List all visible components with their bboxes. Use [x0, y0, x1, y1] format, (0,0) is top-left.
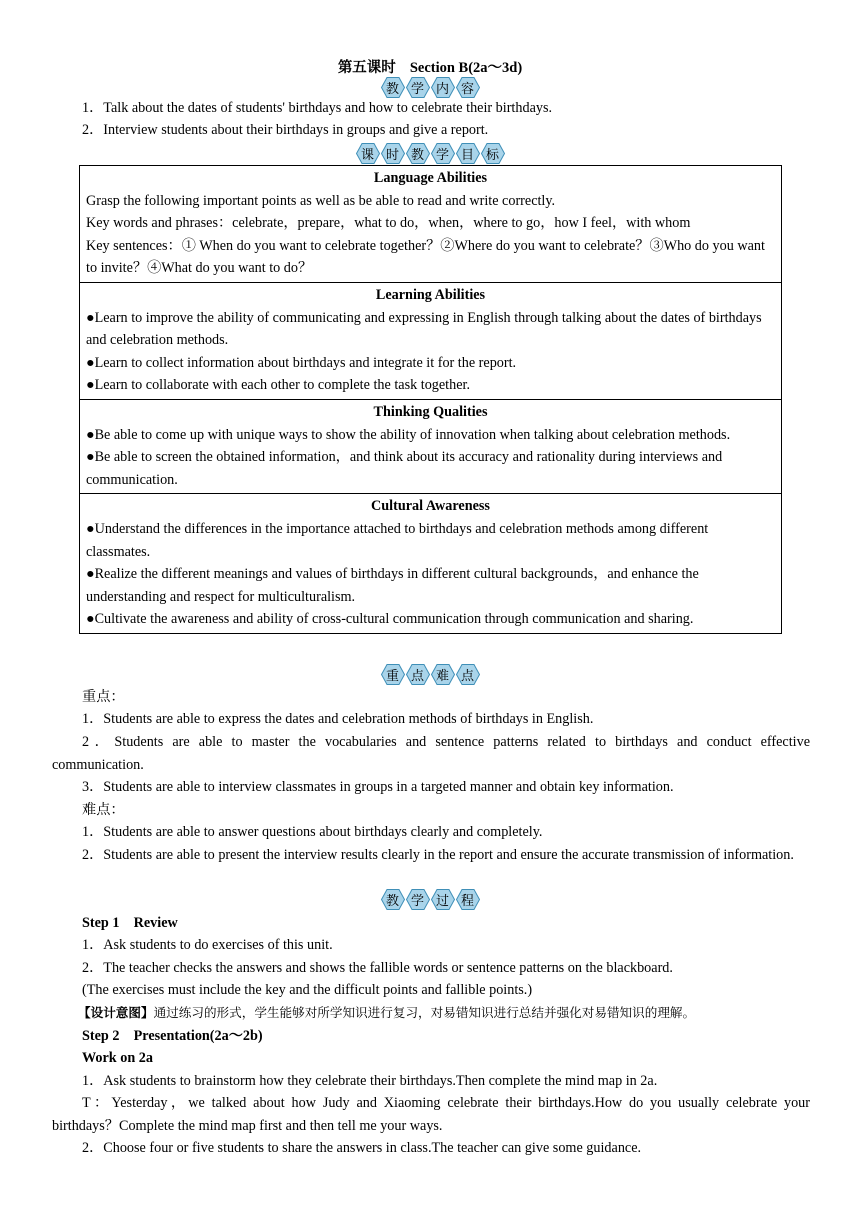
design-intent [78, 1002, 812, 1025]
goal-line: ●Be able to screen the obtained information，and think about its accuracy and rationality during interviews and communication. [86, 449, 723, 488]
goal-line: ●Learn to collect information about birthdays and integrate it for the report. [86, 354, 517, 371]
hex-char: 点 [406, 664, 430, 685]
hex-char: 标 [481, 143, 505, 164]
objectives-row-thinking [80, 399, 782, 493]
hex-char: 学 [406, 77, 430, 98]
step1-item: (The exercises must include the key and the difficult points and fallible points.) [82, 982, 533, 998]
key-points-label: 重点： [82, 689, 125, 705]
goal-line: ●Learn to collaborate with each other to complete the task together. [86, 377, 470, 394]
hex-char: 内 [431, 77, 455, 98]
section-range: Section B(2a～3d) [409, 60, 523, 76]
goal-line: ●Understand the differences in the importance attached to birthdays and celebration methods among different classmates. [86, 520, 709, 560]
lesson-number: 第五课时 [337, 60, 396, 76]
goal-line: Key sentences：① When do you want to celebrate together？②Where do you want to celebrate？③Who do you want to invite？④What do you want to do？ [86, 237, 765, 277]
hex-char: 学 [406, 889, 430, 910]
goal-line: Grasp the following important points as well as be able to read and write correctly. [86, 192, 556, 209]
objectives-table [79, 165, 782, 634]
step2-title: Step 2 Presentation(2a～2b) [82, 1028, 263, 1044]
hex-char: 点 [456, 664, 480, 685]
content-item-1: 1．Talk about the dates of students' birthdays and how to celebrate their birthdays. [82, 100, 553, 116]
goal-line: ●Cultivate the awareness and ability of cross-cultural communication through communication and sharing. [86, 611, 694, 628]
goal-line: ●Be able to come up with unique ways to show the ability of innovation when talking about celebration methods. [86, 426, 731, 443]
goal-line: Key words and phrases：celebrate，prepare，what to do，when，where to go，how I feel，with whom [86, 215, 691, 232]
hex-char: 教 [381, 77, 405, 98]
hex-char: 目 [456, 143, 480, 164]
hex-char: 容 [456, 77, 480, 98]
step2-item: T：Yesterday，we talked about how Judy and Xiaoming celebrate their birthdays.How do you usually celebrate your birthdays？Complete the mind map first and then tell me your ways. [52, 1095, 810, 1134]
step2-item: 1．Ask students to brainstorm how they celebrate their birthdays.Then complete the mind map in 2a. [82, 1073, 658, 1089]
difficult-point-item: 2．Students are able to present the interview results clearly in the report and ensure the accurate transmission of information. [82, 847, 794, 863]
badge-teaching-content [0, 77, 860, 98]
objectives-row-cultural [80, 494, 782, 634]
work-title: Work on 2a [82, 1050, 153, 1066]
goal-heading: Thinking Qualities [373, 403, 488, 420]
goal-heading: Cultural Awareness [371, 498, 490, 515]
design-intent-label: 【设计意图】 [78, 1005, 154, 1020]
hex-char: 课 [356, 143, 380, 164]
hex-char: 过 [431, 889, 455, 910]
badge-lesson-objectives [0, 143, 860, 164]
hex-char: 学 [431, 143, 455, 164]
hex-char: 时 [381, 143, 405, 164]
lesson-title [0, 56, 860, 77]
goal-line: ●Realize the different meanings and values of birthdays in different cultural backgrounds，and enhance the understanding and respect for multiculturalism. [86, 566, 699, 605]
goal-heading: Language Abilities [373, 170, 488, 186]
badge-key-difficult-points [0, 664, 860, 685]
design-intent-text: 通过练习的形式，学生能够对所学知识进行复习，对易错知识进行总结并强化对易错知识的理解。 [153, 1005, 696, 1020]
difficult-points-label: 难点： [82, 802, 125, 818]
step2-item: 2．Choose four or five students to share the answers in class.The teacher can give some guidance. [82, 1140, 642, 1156]
goal-line: ●Learn to improve the ability of communicating and expressing in English through talking about the dates of birthdays and celebration methods. [86, 309, 762, 349]
objectives-row-learning [80, 282, 782, 399]
key-point-item: 3．Students are able to interview classmates in groups in a targeted manner and obtain key information. [82, 779, 674, 795]
step1-title: Step 1 Review [82, 915, 178, 931]
content-item-2: 2．Interview students about their birthdays in groups and give a report. [82, 122, 489, 138]
hex-char: 教 [406, 143, 430, 164]
hex-char: 程 [456, 889, 480, 910]
hex-char: 重 [381, 664, 405, 685]
step1-item: 2．The teacher checks the answers and shows the fallible words or sentence patterns on the blackboard. [82, 960, 673, 976]
goal-heading: Learning Abilities [375, 286, 486, 303]
key-point-item: 2．Students are able to master the vocabularies and sentence patterns related to birthdays and conduct effective communication. [52, 734, 810, 773]
badge-teaching-process [0, 889, 860, 910]
objectives-row-language [80, 166, 782, 283]
difficult-point-item: 1．Students are able to answer questions about birthdays clearly and completely. [82, 824, 543, 840]
hex-char: 教 [381, 889, 405, 910]
hex-char: 难 [431, 664, 455, 685]
step1-item: 1．Ask students to do exercises of this unit. [82, 937, 333, 953]
key-point-item: 1．Students are able to express the dates and celebration methods of birthdays in English. [82, 711, 594, 727]
